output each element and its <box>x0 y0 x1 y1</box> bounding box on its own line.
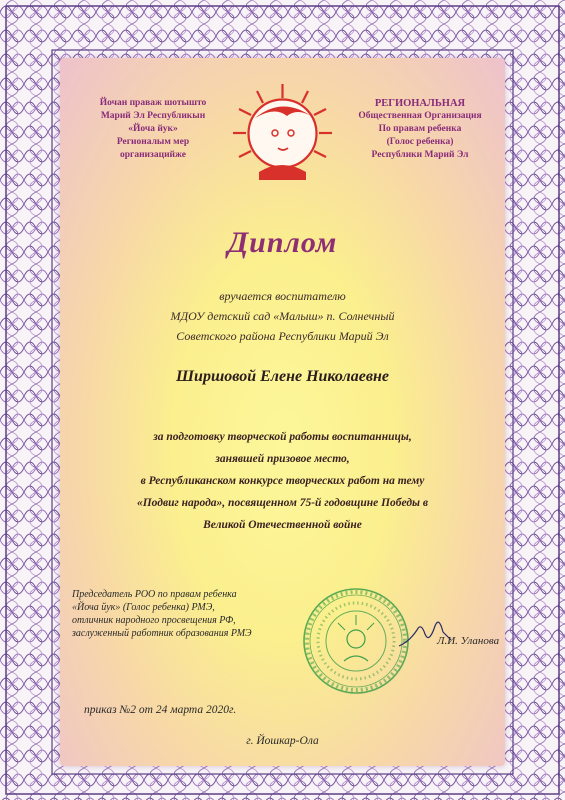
org-name-russian <box>345 97 495 162</box>
diploma-title: Диплом <box>227 226 338 259</box>
header-left-line: организацийже <box>119 150 186 160</box>
header-left-line: Марий Эл Республикын <box>100 111 206 121</box>
city-name: г. Йошкар-Ола <box>246 735 319 747</box>
awarded-to-block <box>0 286 565 346</box>
header-left-line: «Йоча йук» <box>128 124 178 134</box>
signatory-line: заслуженный работник образования РМЭ <box>72 628 252 639</box>
award-reason <box>0 426 565 536</box>
reason-line: занявшей призовое место, <box>215 453 350 465</box>
org-name-mari <box>78 97 228 162</box>
awarded-line: вручается воспитателю <box>219 289 346 303</box>
awarded-line: МДОУ детский сад «Малыш» п. Солнечный <box>170 309 395 323</box>
signatory-name: Л.И. Уланова <box>437 635 500 647</box>
organization-logo <box>225 76 340 191</box>
signatory-line: «Йоча йук» (Голос ребенка) РМЭ, <box>72 602 215 613</box>
order-reference: приказ №2 от 24 марта 2020г. <box>84 704 237 716</box>
header-right-line: Республики Марий Эл <box>371 150 469 160</box>
header-left-line: Йочан праваж шотышто <box>99 98 207 108</box>
recipient-name: Ширшовой Елене Николаевне <box>176 368 389 385</box>
header-right-line: РЕГИОНАЛЬНАЯ <box>374 98 466 109</box>
reason-line: «Подвиг народа», посвященном 75-й годовщине Победы в <box>136 497 429 509</box>
signatory-title <box>72 588 312 640</box>
header-left-line: Регионалым мер <box>116 137 190 147</box>
reason-line: Великой Отечественной войне <box>203 519 362 531</box>
header-right-line: Общественная Организация <box>358 111 482 121</box>
signatory-line: отличник народного просвещения РФ, <box>72 615 236 626</box>
reason-line: за подготовку творческой работы воспитанницы, <box>153 431 412 443</box>
signatory-line: Председатель РОО по правам ребенка <box>72 589 237 600</box>
reason-line: в Республиканском конкурсе творческих работ на тему <box>140 475 425 487</box>
header-right-line: (Голос ребенка) <box>386 137 454 147</box>
awarded-line: Советского района Республики Марий Эл <box>176 329 389 343</box>
header-right-line: По правам ребенка <box>378 124 462 134</box>
